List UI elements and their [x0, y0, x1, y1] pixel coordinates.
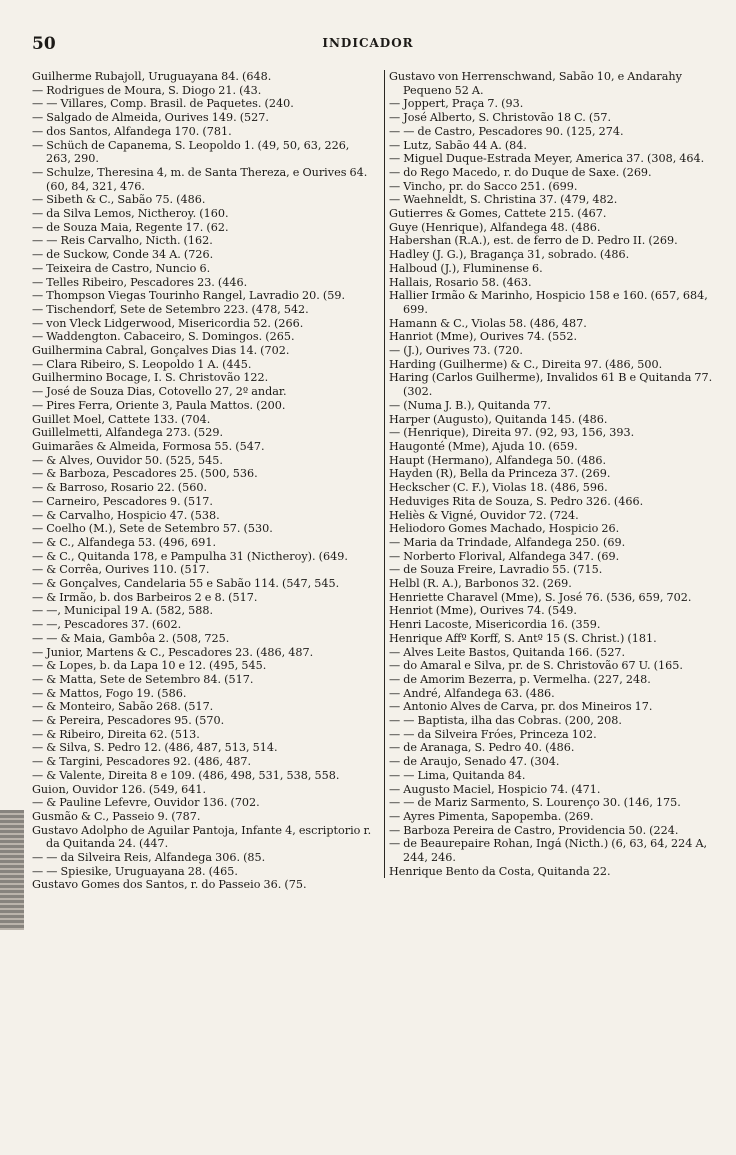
directory-entry: Harper (Augusto), Quitanda 145. (486.: [389, 412, 608, 426]
directory-entry: — & Monteiro, Sabão 268. (517.: [32, 700, 214, 714]
directory-entry: — & C., Alfandega 53. (496, 691.: [32, 535, 217, 549]
directory-entry: Haring (Carlos Guilherme), Invalidos 61 B e Quitanda 77. (302.: [389, 371, 713, 399]
directory-entry: Guillelmetti, Alfandega 273. (529.: [32, 426, 224, 440]
directory-entry: Gustavo Adolpho de Aguilar Pantoja, Infante 4, escriptorio r. da Quitanda 24. (447.: [32, 823, 372, 851]
directory-entry: Guillet Moel, Cattete 133. (704.: [32, 412, 211, 426]
directory-entry: Guimarães & Almeida, Formosa 55. (547.: [32, 439, 265, 453]
directory-entry: — Schüch de Capanema, S. Leopoldo 1. (49, 50, 63, 226, 263, 290.: [32, 138, 350, 166]
directory-entry: — Rodrigues de Moura, S. Diogo 21. (43.: [32, 83, 262, 97]
directory-entry: — de Amorim Bezerra, p. Vermelha. (227, 248.: [389, 672, 651, 686]
directory-entry: — dos Santos, Alfandega 170. (781.: [32, 124, 232, 138]
directory-entry: — & Gonçalves, Candelaria 55 e Sabão 114. (547, 545.: [32, 577, 340, 591]
right-column: [384, 70, 727, 878]
directory-entry: — Clara Ribeiro, S. Leopoldo 1 A. (445.: [32, 357, 252, 371]
directory-entry: Gusmão & C., Passeio 9. (787.: [32, 809, 201, 823]
directory-entry: — & Carvalho, Hospicio 47. (538.: [32, 508, 220, 522]
directory-entry: — de Souza Maia, Regente 17. (62.: [32, 220, 229, 234]
directory-entry: — — de Castro, Pescadores 90. (125, 274.: [389, 124, 624, 138]
directory-entry: — — Spiesike, Uruguayana 28. (465.: [32, 864, 238, 878]
directory-entry: Helbl (R. A.), Barbonos 32. (269.: [389, 577, 572, 591]
directory-entry: — Ayres Pimenta, Sapopemba. (269.: [389, 809, 594, 823]
directory-entry: Haugonté (Mme), Ajuda 10. (659.: [389, 439, 578, 453]
directory-entry: — de Beaurepaire Rohan, Ingá (Nicth.) (6, 63, 64, 224 A, 244, 246.: [389, 837, 708, 865]
directory-entry: — —, Municipal 19 A. (582, 588.: [32, 604, 214, 618]
directory-entry: Heckscher (C. F.), Violas 18. (486, 596.: [389, 481, 608, 495]
directory-entry: — Pires Ferra, Oriente 3, Paula Mattos. (200.: [32, 398, 286, 412]
directory-entry: — Salgado de Almeida, Ourives 149. (527.: [32, 111, 269, 125]
directory-entry: — José de Souza Dias, Cotovello 27, 2º andar.: [32, 385, 287, 399]
directory-entry: — Lutz, Sabão 44 A. (84.: [389, 138, 527, 152]
directory-entry: — André, Alfandega 63. (486.: [389, 686, 555, 700]
directory-entry: — — Reis Carvalho, Nicth. (162.: [32, 234, 213, 248]
directory-entry: — & Lopes, b. da Lapa 10 e 12. (495, 545.: [32, 659, 267, 673]
directory-entry: Guilhermina Cabral, Gonçalves Dias 14. (702.: [32, 344, 290, 358]
directory-entry: Henrique Affº Korff, S. Antº 15 (S. Christ.) (181.: [389, 631, 657, 645]
directory-entry: — & Barroso, Rosario 22. (560.: [32, 481, 208, 495]
directory-entry: — Schulze, Theresina 4, m. de Santa Thereza, e Ourives 64. (60, 84, 321, 476.: [32, 165, 368, 193]
directory-entry: Halboud (J.), Fluminense 6.: [389, 261, 543, 275]
directory-entry: — do Amaral e Silva, pr. de S. Christovão 67 U. (165.: [389, 659, 683, 673]
directory-entry: Heliodoro Gomes Machado, Hospicio 26.: [389, 522, 620, 536]
directory-entry: Haupt (Hermano), Alfandega 50. (486.: [389, 453, 607, 467]
directory-entry: — & Corrêa, Ourives 110. (517.: [32, 563, 210, 577]
directory-entry: — de Suckow, Conde 34 A. (726.: [32, 248, 214, 262]
directory-entry: — de Aranaga, S. Pedro 40. (486.: [389, 741, 575, 755]
directory-entry: Gutierres & Gomes, Cattete 215. (467.: [389, 207, 607, 221]
directory-entry: — Carneiro, Pescadores 9. (517.: [32, 494, 213, 508]
directory-entry: — & Mattos, Fogo 19. (586.: [32, 686, 187, 700]
directory-entry: — Barboza Pereira de Castro, Providencia 50. (224.: [389, 823, 679, 837]
directory-entry: — & Matta, Sete de Setembro 84. (517.: [32, 672, 254, 686]
directory-entry: Guilherme Rubajoll, Uruguayana 84. (648.: [32, 70, 272, 83]
directory-entry: — & Pauline Lefevre, Ouvidor 136. (702.: [32, 796, 260, 810]
directory-entry: — Telles Ribeiro, Pescadores 23. (446.: [32, 275, 248, 289]
directory-entry: — & Irmão, b. dos Barbeiros 2 e 8. (517.: [32, 590, 258, 604]
directory-entry: — & Ribeiro, Direita 62. (513.: [32, 727, 200, 741]
directory-entry: Harding (Guilherme) & C., Direita 97. (486, 500.: [389, 357, 663, 371]
directory-entry: — & Pereira, Pescadores 95. (570.: [32, 714, 225, 728]
directory-entry: Hadley (J. G.), Bragança 31, sobrado. (486.: [389, 248, 630, 262]
directory-entry: — & Targini, Pescadores 92. (486, 487.: [32, 755, 252, 769]
directory-entry: — Norberto Florival, Alfandega 347. (69.: [389, 549, 620, 563]
directory-entry: — Alves Leite Bastos, Quitanda 166. (527.: [389, 645, 626, 659]
directory-entry: — (Numa J. B.), Quitanda 77.: [389, 398, 551, 412]
directory-entry: — (J.), Ourives 73. (720.: [389, 344, 523, 358]
directory-entry: — Joppert, Praça 7. (93.: [389, 97, 524, 111]
directory-entry: Henriot (Mme), Ourives 74. (549.: [389, 604, 577, 618]
binding-edge: [0, 810, 24, 930]
directory-entry: — — da Silveira Fróes, Princeza 102.: [389, 727, 597, 741]
directory-entry: Hayden (R), Bella da Princeza 37. (269.: [389, 467, 611, 481]
directory-entry: — & C., Quitanda 178, e Pampulha 31 (Nictheroy). (649.: [32, 549, 348, 563]
directory-entry: — — Villares, Comp. Brasil. de Paquetes. (240.: [32, 97, 294, 111]
directory-entry: — & Silva, S. Pedro 12. (486, 487, 513, 514.: [32, 741, 278, 755]
directory-entry: Guye (Henrique), Alfandega 48. (486.: [389, 220, 601, 234]
directory-entry: — & Alves, Ouvidor 50. (525, 545.: [32, 453, 223, 467]
directory-entry: — —, Pescadores 37. (602.: [32, 618, 182, 632]
directory-entry: — von Vleck Lidgerwood, Misericordia 52. (266.: [32, 316, 304, 330]
directory-entry: Guion, Ouvidor 126. (549, 641.: [32, 782, 207, 796]
directory-entry: — Maria da Trindade, Alfandega 250. (69.: [389, 535, 626, 549]
directory-entry: Hanriot (Mme), Ourives 74. (552.: [389, 330, 578, 344]
directory-entry: — (Henrique), Direita 97. (92, 93, 156, 393.: [389, 426, 635, 440]
directory-entry: — Junior, Martens & C., Pescadores 23. (486, 487.: [32, 645, 314, 659]
directory-entry: — Waddengton. Cabaceiro, S. Domingos. (265.: [32, 330, 295, 344]
directory-entry: — da Silva Lemos, Nictheroy. (160.: [32, 207, 229, 221]
page-number: 50: [32, 34, 56, 54]
directory-entry: — — da Silveira Reis, Alfandega 306. (85.: [32, 851, 266, 865]
directory-entry: — Tischendorf, Sete de Setembro 223. (478, 542.: [32, 302, 309, 316]
directory-entry: — Thompson Viegas Tourinho Rangel, Lavradio 20. (59.: [32, 289, 346, 303]
directory-entry: — Augusto Maciel, Hospicio 74. (471.: [389, 782, 601, 796]
directory-entry: — — Baptista, ilha das Cobras. (200, 208.: [389, 714, 622, 728]
directory-entry: Gustavo Gomes dos Santos, r. do Passeio 36. (75.: [32, 878, 307, 892]
directory-entry: — José Alberto, S. Christovão 18 C. (57.: [389, 111, 612, 125]
directory-entry: — do Rego Macedo, r. do Duque de Saxe. (269.: [389, 165, 652, 179]
directory-entry: Hallais, Rosario 58. (463.: [389, 275, 532, 289]
directory-entry: Guilhermino Bocage, I. S. Christovão 122.: [32, 371, 269, 385]
directory-entry: — — & Maia, Gambôa 2. (508, 725.: [32, 631, 230, 645]
directory-entry: — de Souza Freire, Lavradio 55. (715.: [389, 563, 603, 577]
directory-entry: — Waehneldt, S. Christina 37. (479, 482.: [389, 193, 618, 207]
directory-entry: Henriette Charavel (Mme), S. José 76. (536, 659, 702.: [389, 590, 692, 604]
left-column: [32, 70, 375, 892]
directory-entry: — Miguel Duque-Estrada Meyer, America 37. (308, 464.: [389, 152, 705, 166]
directory-entry: Gustavo von Herrenschwand, Sabão 10, e Andarahy Pequeno 52 A.: [389, 70, 682, 97]
directory-entry: — Antonio Alves de Carva, pr. dos Mineiros 17.: [389, 700, 653, 714]
directory-entry: Heduviges Rita de Souza, S. Pedro 326. (466.: [389, 494, 644, 508]
directory-entry: — — Lima, Quitanda 84.: [389, 768, 526, 782]
directory-entry: — Sibeth & C., Sabão 75. (486.: [32, 193, 206, 207]
directory-entry: Hamann & C., Violas 58. (486, 487.: [389, 316, 587, 330]
directory-entry: Hallier Irmão & Marinho, Hospicio 158 e 160. (657, 684, 699.: [389, 289, 708, 316]
directory-entry: Heliès & Vigné, Ouvidor 72. (724.: [389, 508, 579, 522]
directory-entry: Henri Lacoste, Misericordia 16. (359.: [389, 618, 601, 632]
directory-entry: — & Valente, Direita 8 e 109. (486, 498, 531, 538, 558.: [32, 768, 340, 782]
directory-entry: Henrique Bento da Costa, Quitanda 22.: [389, 864, 611, 878]
directory-entry: — Vincho, pr. do Sacco 251. (699.: [389, 179, 578, 193]
directory-entry: — & Barboza, Pescadores 25. (500, 536.: [32, 467, 258, 481]
directory-entry: — Coelho (M.), Sete de Setembro 57. (530.: [32, 522, 273, 536]
directory-entry: — de Araujo, Senado 47. (304.: [389, 755, 560, 769]
directory-entry: — — de Mariz Sarmento, S. Lourenço 30. (146, 175.: [389, 796, 681, 810]
directory-entry: Habershan (R.A.), est. de ferro de D. Pedro II. (269.: [389, 234, 678, 248]
page-title: INDICADOR: [322, 36, 414, 50]
directory-entry: — Teixeira de Castro, Nuncio 6.: [32, 261, 211, 275]
